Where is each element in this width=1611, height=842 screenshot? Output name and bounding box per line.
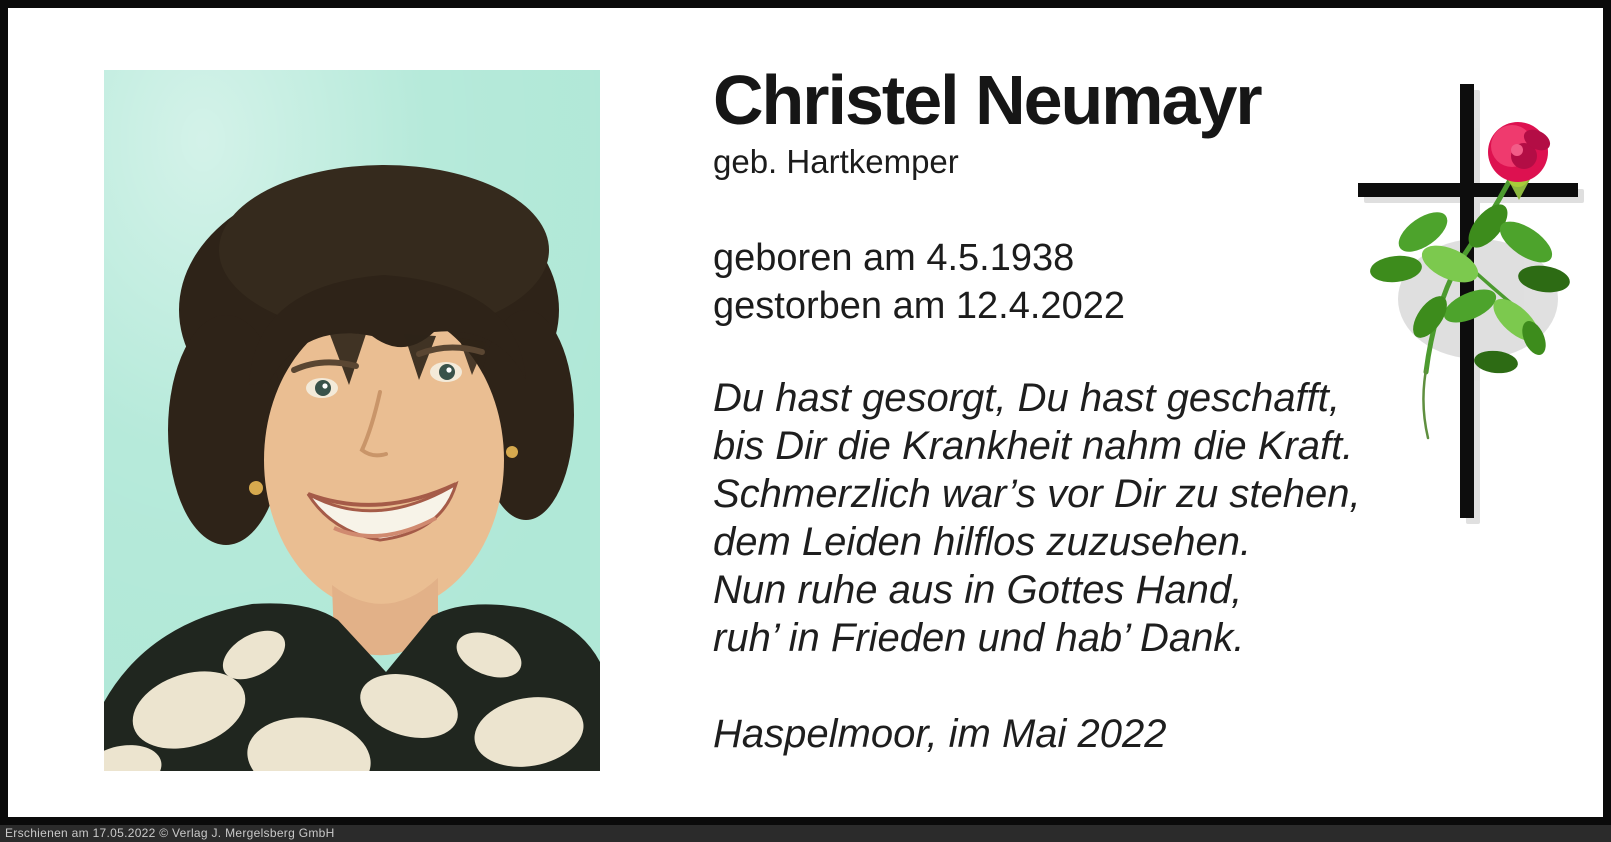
poem-line: Du hast gesorgt, Du hast geschafft,: [713, 376, 1341, 420]
maiden-name: geb. Hartkemper: [713, 143, 959, 180]
name-heading: Christel Neumayr: [713, 61, 1261, 139]
closing-place-date: Haspelmoor, im Mai 2022: [713, 712, 1167, 756]
cross-with-rose-icon: [1338, 74, 1588, 524]
birth-date-line: geboren am 4.5.1938: [713, 237, 1075, 279]
cross-rose-graphic: [1338, 74, 1588, 524]
memorial-poem: [713, 374, 1361, 662]
life-dates: [713, 234, 1125, 330]
publication-footer: [0, 825, 1611, 842]
poem-line: bis Dir die Krankheit nahm die Kraft.: [713, 424, 1354, 468]
earring-right: [506, 446, 518, 458]
poem-line: dem Leiden hilflos zuzusehen.: [713, 520, 1252, 564]
poem-line: Schmerzlich war’s vor Dir zu stehen,: [713, 472, 1361, 516]
portrait-photo: [104, 70, 600, 771]
publication-text: Erschienen am 17.05.2022 © Verlag J. Mergelsberg GmbH: [5, 826, 335, 840]
earring-left: [249, 481, 263, 495]
portrait-photo-graphic: [104, 70, 600, 771]
poem-line: ruh’ in Frieden und hab’ Dank.: [713, 616, 1245, 660]
death-date-line: gestorben am 12.4.2022: [713, 285, 1125, 327]
obituary-card: [8, 8, 1603, 817]
poem-line: Nun ruhe aus in Gottes Hand,: [713, 568, 1243, 612]
